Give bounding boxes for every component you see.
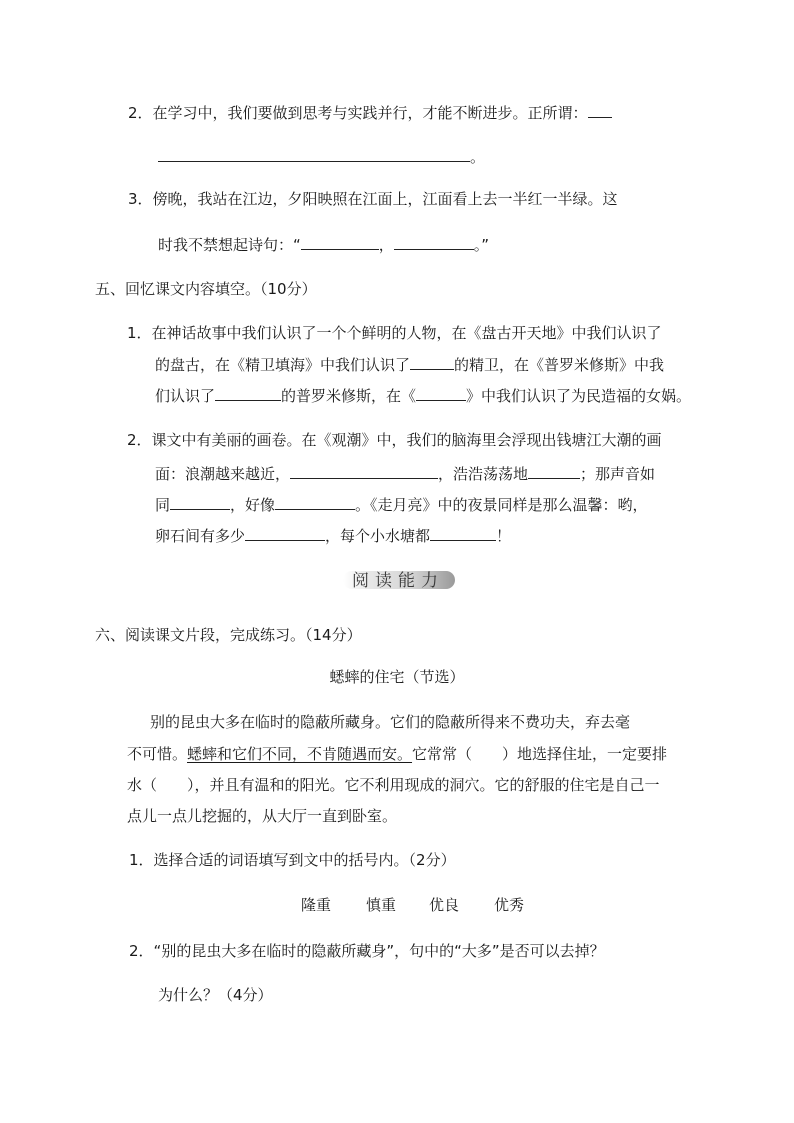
passage-line: 点儿一点儿挖掘的，从大厅一直到卧室。	[127, 807, 398, 825]
question-text: 课文中有美丽的画卷。在《观潮》中，我们的脑海里会浮现出钱塘江大潮的画	[151, 431, 662, 449]
question-text: 们认识了	[155, 387, 216, 405]
section-6-title: 六、阅读课文片段，完成练习。（14分）	[95, 626, 362, 644]
answer-blank[interactable]	[416, 384, 466, 401]
question-text: 卵石间有多少	[155, 527, 246, 545]
answer-blank[interactable]	[290, 462, 438, 479]
question-number: 2．	[127, 431, 152, 449]
question-text: ，好像	[230, 496, 276, 514]
s6-question-1: 1．选择合适的词语填写到文中的括号内。（2分）	[129, 851, 456, 869]
word-choice: 优良	[429, 896, 460, 914]
question-2	[128, 101, 612, 124]
answer-blank[interactable]	[158, 145, 470, 162]
answer-blank[interactable]	[275, 493, 355, 510]
s5-q2-line2	[155, 462, 655, 485]
question-text: ，每个小水塘都	[325, 527, 431, 545]
question-text: 时我不禁想起诗句：“	[158, 236, 301, 254]
question-text: 的精卫，在《普罗米修斯》中我	[454, 356, 665, 374]
s5-q2-line4	[155, 524, 511, 547]
s5-q1-line2	[155, 353, 664, 376]
word-choice: 优秀	[494, 896, 525, 914]
s6-question-2	[129, 940, 605, 962]
question-text: ；那声音如	[580, 465, 656, 483]
passage-title: 蟋蟀的住宅（节选）	[329, 668, 465, 686]
s5-q2-line3	[155, 493, 648, 516]
answer-blank[interactable]	[245, 524, 325, 541]
question-text: 同	[155, 496, 171, 514]
answer-blank[interactable]	[215, 384, 281, 401]
question-text: 傍晚，我站在江边，夕阳映照在江面上，江面看上去一半红一半绿。这	[152, 190, 618, 208]
question-3-line2	[158, 233, 489, 256]
question-text: 的普罗米修斯，在《	[281, 387, 417, 405]
passage-line: 水（ ），并且有温和的阳光。它不利用现成的洞穴。它的舒服的住宅是自己一	[127, 776, 660, 794]
s5-question-1	[127, 322, 662, 344]
answer-blank[interactable]	[588, 101, 612, 118]
question-text: 。《走月亮》中的夜景同样是那么温馨：哟，	[355, 496, 648, 514]
passage-line	[127, 743, 667, 765]
s6-question-2-line2: 为什么？（4分）	[158, 986, 273, 1004]
question-number: 1．	[127, 324, 152, 342]
question-number: 2．	[128, 104, 153, 122]
question-text: ，浩浩荡荡地	[438, 465, 529, 483]
word-choice: 隆重	[301, 896, 332, 914]
answer-blank[interactable]	[430, 524, 496, 541]
question-number: 3．	[128, 190, 153, 208]
answer-blank[interactable]	[394, 233, 474, 250]
passage-line: 别的昆虫大多在临时的隐蔽所藏身。它们的隐蔽所得来不费功夫，弃去毫	[150, 713, 631, 731]
word-choice: 慎重	[366, 896, 397, 914]
question-text: 在学习中，我们要做到思考与实践并行，才能不断进步。正所谓：	[152, 104, 588, 122]
question-number: 2．	[129, 942, 154, 960]
s5-question-2	[127, 429, 662, 451]
question-3	[128, 188, 618, 210]
answer-blank[interactable]	[410, 353, 454, 370]
passage-text: 它常常（ ）地选择住址，一定要排	[412, 745, 668, 763]
underlined-sentence: 蟋蟀和它们不同，不肯随遇而安。	[187, 745, 413, 763]
question-text: 面：浪潮越来越近，	[155, 465, 291, 483]
close-quote: 。”	[473, 236, 490, 254]
question-text: 在神话故事中我们认识了一个个鲜明的人物，在《盘古开天地》中我们认识了	[151, 324, 662, 342]
period: 。	[470, 148, 486, 166]
answer-blank[interactable]	[301, 233, 379, 250]
question-text: 的盘古，在《精卫填海》中我们认识了	[155, 356, 411, 374]
question-text: ！	[496, 527, 512, 545]
comma: ，	[378, 236, 394, 254]
answer-blank[interactable]	[170, 493, 230, 510]
question-text: 》中我们认识了为民造福的女娲。	[466, 387, 692, 405]
passage-text: 不可惜。	[127, 745, 188, 763]
answer-blank[interactable]	[528, 462, 580, 479]
reading-banner: 阅读能力	[352, 571, 444, 591]
s5-q1-line3	[155, 384, 691, 407]
question-2-answer-line	[158, 145, 485, 168]
question-text: “别的昆虫大多在临时的隐蔽所藏身”，句中的“大多”是否可以去掉？	[153, 942, 605, 960]
section-5-title: 五、回忆课文内容填空。（10分）	[95, 280, 317, 298]
